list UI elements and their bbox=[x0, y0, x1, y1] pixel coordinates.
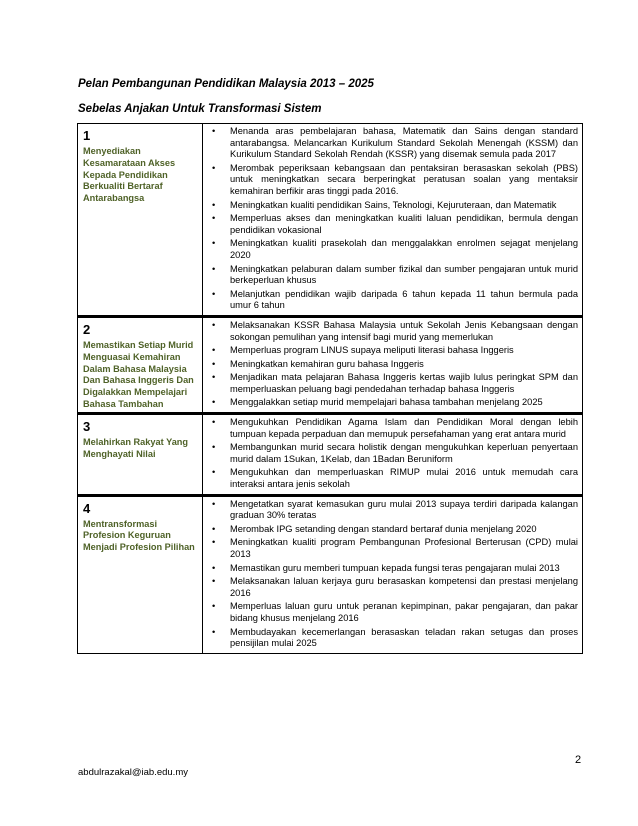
shift-number: 1 bbox=[83, 128, 91, 143]
list-item: • Meningkatkan kemahiran guru bahasa Inggeris bbox=[203, 359, 578, 371]
shift-row bbox=[78, 495, 583, 653]
shift-items-cell bbox=[203, 495, 583, 653]
list-item: • Membudayakan kecemerlangan berasaskan teladan rakan setugas dan proses pensijilan mulai 2025 bbox=[203, 627, 578, 650]
list-item: • Memperluas laluan guru untuk peranan kepimpinan, pakar pengajaran, dan pakar bidang khusus menjelang 2016 bbox=[203, 601, 578, 624]
document-title: Pelan Pembangunan Pendidikan Malaysia 2013 – 2025 bbox=[78, 78, 374, 90]
shifts-table-body bbox=[78, 124, 583, 654]
shift-row bbox=[78, 414, 583, 496]
list-item: • Mengetatkan syarat kemasukan guru mulai 2013 supaya terdiri daripada kalangan graduan 30% teratas bbox=[203, 499, 578, 522]
list-item: • Merombak IPG setanding dengan standard bertaraf dunia menjelang 2020 bbox=[203, 524, 578, 536]
shift-row bbox=[78, 316, 583, 413]
page-number: 2 bbox=[575, 754, 582, 766]
list-item: • Menjadikan mata pelajaran Bahasa Inggeris kertas wajib lulus peringkat SPM dan memperluaskan peluang bagi pendedahan terhadap bahasa Inggeris bbox=[203, 372, 578, 395]
list-item: • Mengukuhkan Pendidikan Agama Islam dan Pendidikan Moral dengan lebih tumpuan kepada perpaduan dan memupuk persefahaman yang erat antara murid bbox=[203, 417, 578, 440]
list-item: • Menanda aras pembelajaran bahasa, Matematik dan Sains dengan standard antarabangsa. Melancarkan Kurikulum Standard Sekolah Menengah (KSSM) dan Kurikulum Standard Sekolah Rendah (KSSR) yang disemak semula pada 2017 bbox=[203, 126, 578, 161]
footer-email: abdulrazakal@iab.edu.my bbox=[78, 767, 188, 778]
list-item: • Melaksanakan KSSR Bahasa Malaysia untuk Sekolah Jenis Kebangsaan dengan sokongan pemulihan yang intensif bagi murid yang memerlukan bbox=[203, 320, 578, 343]
list-item: • Memperluas program LINUS supaya meliputi literasi bahasa Inggeris bbox=[203, 345, 578, 357]
list-item: • Mengukuhkan dan memperluaskan RIMUP mulai 2016 untuk memudah cara interaksi antara jenis sekolah bbox=[203, 467, 578, 490]
list-item: • Merombak peperiksaan kebangsaan dan pentaksiran berasaskan sekolah (PBS) untuk meningkatkan secara berperingkat peratusan soalan yang mentaksir kemahiran berfikir aras tinggi pada 2016. bbox=[203, 163, 578, 198]
shift-label-cell bbox=[78, 316, 203, 413]
shift-item-list bbox=[203, 318, 582, 412]
shift-items-cell bbox=[203, 124, 583, 317]
shift-item-list bbox=[203, 497, 582, 653]
shift-number: 2 bbox=[83, 321, 91, 337]
list-item: • Meningkatkan kualiti pendidikan Sains, Teknologi, Kejuruteraan, dan Matematik bbox=[203, 200, 578, 212]
shift-label-cell bbox=[78, 414, 203, 496]
shift-number: 4 bbox=[83, 500, 91, 516]
shift-title: Memastikan Setiap Murid Menguasai Kemahiran Dalam Bahasa Malaysia Dan Bahasa Inggeris Dan Digalakkan Mempelajari Bahasa Tambahan bbox=[83, 339, 194, 409]
shift-items-cell bbox=[203, 414, 583, 496]
shift-item-list bbox=[203, 124, 582, 315]
list-item: • Meningkatkan kualiti prasekolah dan menggalakkan enrolmen sejagat menjelang 2020 bbox=[203, 238, 578, 261]
shifts-table bbox=[77, 123, 583, 654]
list-item: • Meningkatkan pelaburan dalam sumber fizikal dan sumber pengajaran untuk murid berkeperluan khusus bbox=[203, 264, 578, 287]
list-item: • Membangunkan murid secara holistik dengan mengukuhkan keperluan penyertaan murid dalam 1Sukan, 1Kelab, dan 1Badan Beruniform bbox=[203, 442, 578, 465]
shift-label-cell bbox=[78, 495, 203, 653]
shift-number: 3 bbox=[83, 419, 91, 435]
shift-item-list bbox=[203, 415, 582, 494]
shift-label-cell bbox=[78, 124, 203, 317]
list-item: • Memperluas akses dan meningkatkan kualiti laluan pendidikan, bermula dengan pendidikan vokasional bbox=[203, 213, 578, 236]
shift-title: Mentransformasi Profesion Keguruan Menjadi Profesion Pilihan bbox=[83, 518, 195, 553]
list-item: • Menggalakkan setiap murid mempelajari bahasa tambahan menjelang 2025 bbox=[203, 397, 578, 409]
document-subtitle: Sebelas Anjakan Untuk Transformasi Sistem bbox=[78, 103, 322, 115]
shift-row bbox=[78, 124, 583, 317]
shift-title: Melahirkan Rakyat Yang Menghayati Nilai bbox=[83, 437, 189, 459]
shift-title: Menyediakan Kesamarataan Akses Kepada Pendidikan Berkualiti Bertaraf Antarabangsa bbox=[83, 146, 176, 204]
list-item: • Melanjutkan pendidikan wajib daripada 6 tahun kepada 11 tahun bermula pada umur 6 tahun bbox=[203, 289, 578, 312]
list-item: • Melaksanakan laluan kerjaya guru berasaskan kompetensi dan prestasi menjelang 2016 bbox=[203, 576, 578, 599]
shift-items-cell bbox=[203, 316, 583, 413]
list-item: • Meningkatkan kualiti program Pembangunan Profesional Berterusan (CPD) mulai 2013 bbox=[203, 537, 578, 560]
list-item: • Memastikan guru memberi tumpuan kepada fungsi teras pengajaran mulai 2013 bbox=[203, 563, 578, 575]
